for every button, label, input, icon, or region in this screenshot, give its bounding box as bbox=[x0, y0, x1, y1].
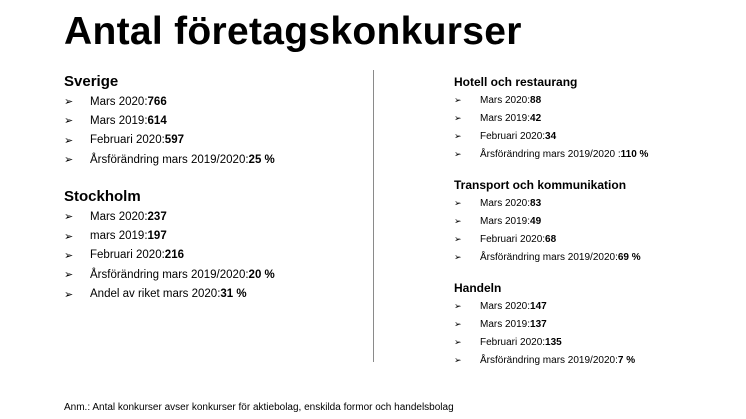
left-column bbox=[64, 71, 275, 304]
item-value: 20 % bbox=[248, 268, 275, 281]
list-item bbox=[454, 248, 648, 266]
item-value: 25 % bbox=[248, 153, 275, 166]
arrow-bullet-icon: ➢ bbox=[454, 148, 462, 159]
item-label: Februari 2020: bbox=[90, 249, 165, 262]
item-value: 597 bbox=[164, 134, 184, 147]
arrow-bullet-icon: ➢ bbox=[454, 197, 462, 208]
list-hotell bbox=[454, 91, 648, 163]
arrow-bullet-icon: ➢ bbox=[454, 130, 462, 141]
section-heading-sverige: Sverige bbox=[64, 73, 119, 90]
item-label: Årsförändring mars 2019/2020 : bbox=[480, 148, 621, 160]
list-item bbox=[454, 212, 648, 230]
item-label: Mars 2019: bbox=[480, 318, 531, 330]
item-value: 83 bbox=[530, 197, 542, 209]
item-value: 42 bbox=[530, 112, 542, 124]
list-transport bbox=[454, 194, 648, 266]
item-value: 197 bbox=[147, 230, 167, 243]
section-heading-handeln: Handeln bbox=[454, 281, 502, 295]
arrow-bullet-icon: ➢ bbox=[454, 112, 462, 123]
page-title: Antal företagskonkurser bbox=[64, 10, 522, 53]
list-handeln bbox=[454, 297, 648, 369]
list-item bbox=[64, 207, 275, 226]
item-label: Mars 2019: bbox=[90, 114, 148, 127]
item-label: mars 2019: bbox=[90, 230, 148, 243]
item-value: 49 bbox=[530, 215, 542, 227]
list-item bbox=[64, 92, 275, 111]
list-item bbox=[454, 315, 648, 333]
item-label: Årsförändring mars 2019/2020: bbox=[480, 251, 618, 263]
arrow-bullet-icon: ➢ bbox=[454, 354, 462, 365]
section-heading-stockholm: Stockholm bbox=[64, 188, 141, 206]
item-value: 216 bbox=[164, 249, 184, 262]
item-label: Årsförändring mars 2019/2020: bbox=[480, 354, 618, 366]
arrow-bullet-icon: ➢ bbox=[64, 211, 74, 224]
list-item bbox=[454, 297, 648, 315]
arrow-bullet-icon: ➢ bbox=[64, 288, 74, 301]
item-value: 135 bbox=[545, 336, 562, 348]
item-label: Mars 2020: bbox=[480, 300, 531, 312]
item-value: 88 bbox=[530, 94, 542, 106]
arrow-bullet-icon: ➢ bbox=[64, 249, 74, 262]
item-value: 110 % bbox=[620, 148, 649, 160]
item-label: Mars 2020: bbox=[480, 94, 531, 106]
list-item bbox=[454, 91, 648, 109]
arrow-bullet-icon: ➢ bbox=[454, 300, 462, 311]
list-item bbox=[454, 127, 648, 145]
section-heading-transport: Transport och kommunikation bbox=[454, 178, 627, 192]
item-value: 237 bbox=[147, 210, 167, 223]
item-label: Mars 2020: bbox=[90, 95, 148, 108]
arrow-bullet-icon: ➢ bbox=[64, 115, 74, 128]
list-item bbox=[454, 230, 648, 248]
list-item bbox=[64, 246, 275, 265]
arrow-bullet-icon: ➢ bbox=[454, 94, 462, 105]
arrow-bullet-icon: ➢ bbox=[64, 230, 74, 243]
list-item bbox=[64, 131, 275, 150]
item-value: 31 % bbox=[220, 288, 247, 301]
section-heading-hotell: Hotell och restaurang bbox=[454, 75, 578, 89]
item-value: 34 bbox=[545, 130, 557, 142]
list-item bbox=[454, 145, 648, 163]
item-value: 766 bbox=[147, 95, 167, 108]
list-item bbox=[64, 265, 275, 284]
item-value: 69 % bbox=[617, 251, 641, 263]
footnote: Anm.: Antal konkurser avser konkurser för aktiebolag, enskilda formor och handelsbolag bbox=[64, 402, 454, 413]
item-label: Februari 2020: bbox=[90, 134, 165, 147]
item-value: 137 bbox=[530, 318, 547, 330]
item-label: Februari 2020: bbox=[480, 130, 546, 142]
column-divider bbox=[373, 70, 374, 362]
arrow-bullet-icon: ➢ bbox=[454, 251, 462, 262]
arrow-bullet-icon: ➢ bbox=[454, 318, 462, 329]
list-item bbox=[454, 109, 648, 127]
item-label: Februari 2020: bbox=[480, 233, 546, 245]
right-column bbox=[454, 73, 648, 369]
arrow-bullet-icon: ➢ bbox=[64, 269, 74, 282]
item-label: Februari 2020: bbox=[480, 336, 546, 348]
arrow-bullet-icon: ➢ bbox=[454, 233, 462, 244]
list-stockholm bbox=[64, 207, 275, 303]
arrow-bullet-icon: ➢ bbox=[64, 154, 74, 167]
item-value: 7 % bbox=[617, 354, 636, 366]
list-sverige bbox=[64, 92, 275, 169]
item-label: Årsförändring mars 2019/2020: bbox=[90, 268, 249, 281]
item-value: 68 bbox=[545, 233, 557, 245]
list-item bbox=[64, 150, 275, 169]
arrow-bullet-icon: ➢ bbox=[454, 215, 462, 226]
item-label: Mars 2020: bbox=[90, 210, 148, 223]
item-label: Andel av riket mars 2020: bbox=[90, 288, 221, 301]
arrow-bullet-icon: ➢ bbox=[64, 96, 74, 109]
list-item bbox=[64, 226, 275, 245]
list-item bbox=[454, 351, 648, 369]
list-item bbox=[454, 194, 648, 212]
item-value: 614 bbox=[147, 114, 167, 127]
item-value: 147 bbox=[530, 300, 547, 312]
list-item bbox=[64, 284, 275, 303]
list-item bbox=[454, 333, 648, 351]
item-label: Mars 2019: bbox=[480, 215, 531, 227]
item-label: Mars 2020: bbox=[480, 197, 531, 209]
item-label: Årsförändring mars 2019/2020: bbox=[90, 153, 249, 166]
arrow-bullet-icon: ➢ bbox=[454, 336, 462, 347]
item-label: Mars 2019: bbox=[480, 112, 531, 124]
arrow-bullet-icon: ➢ bbox=[64, 134, 74, 147]
list-item bbox=[64, 111, 275, 130]
